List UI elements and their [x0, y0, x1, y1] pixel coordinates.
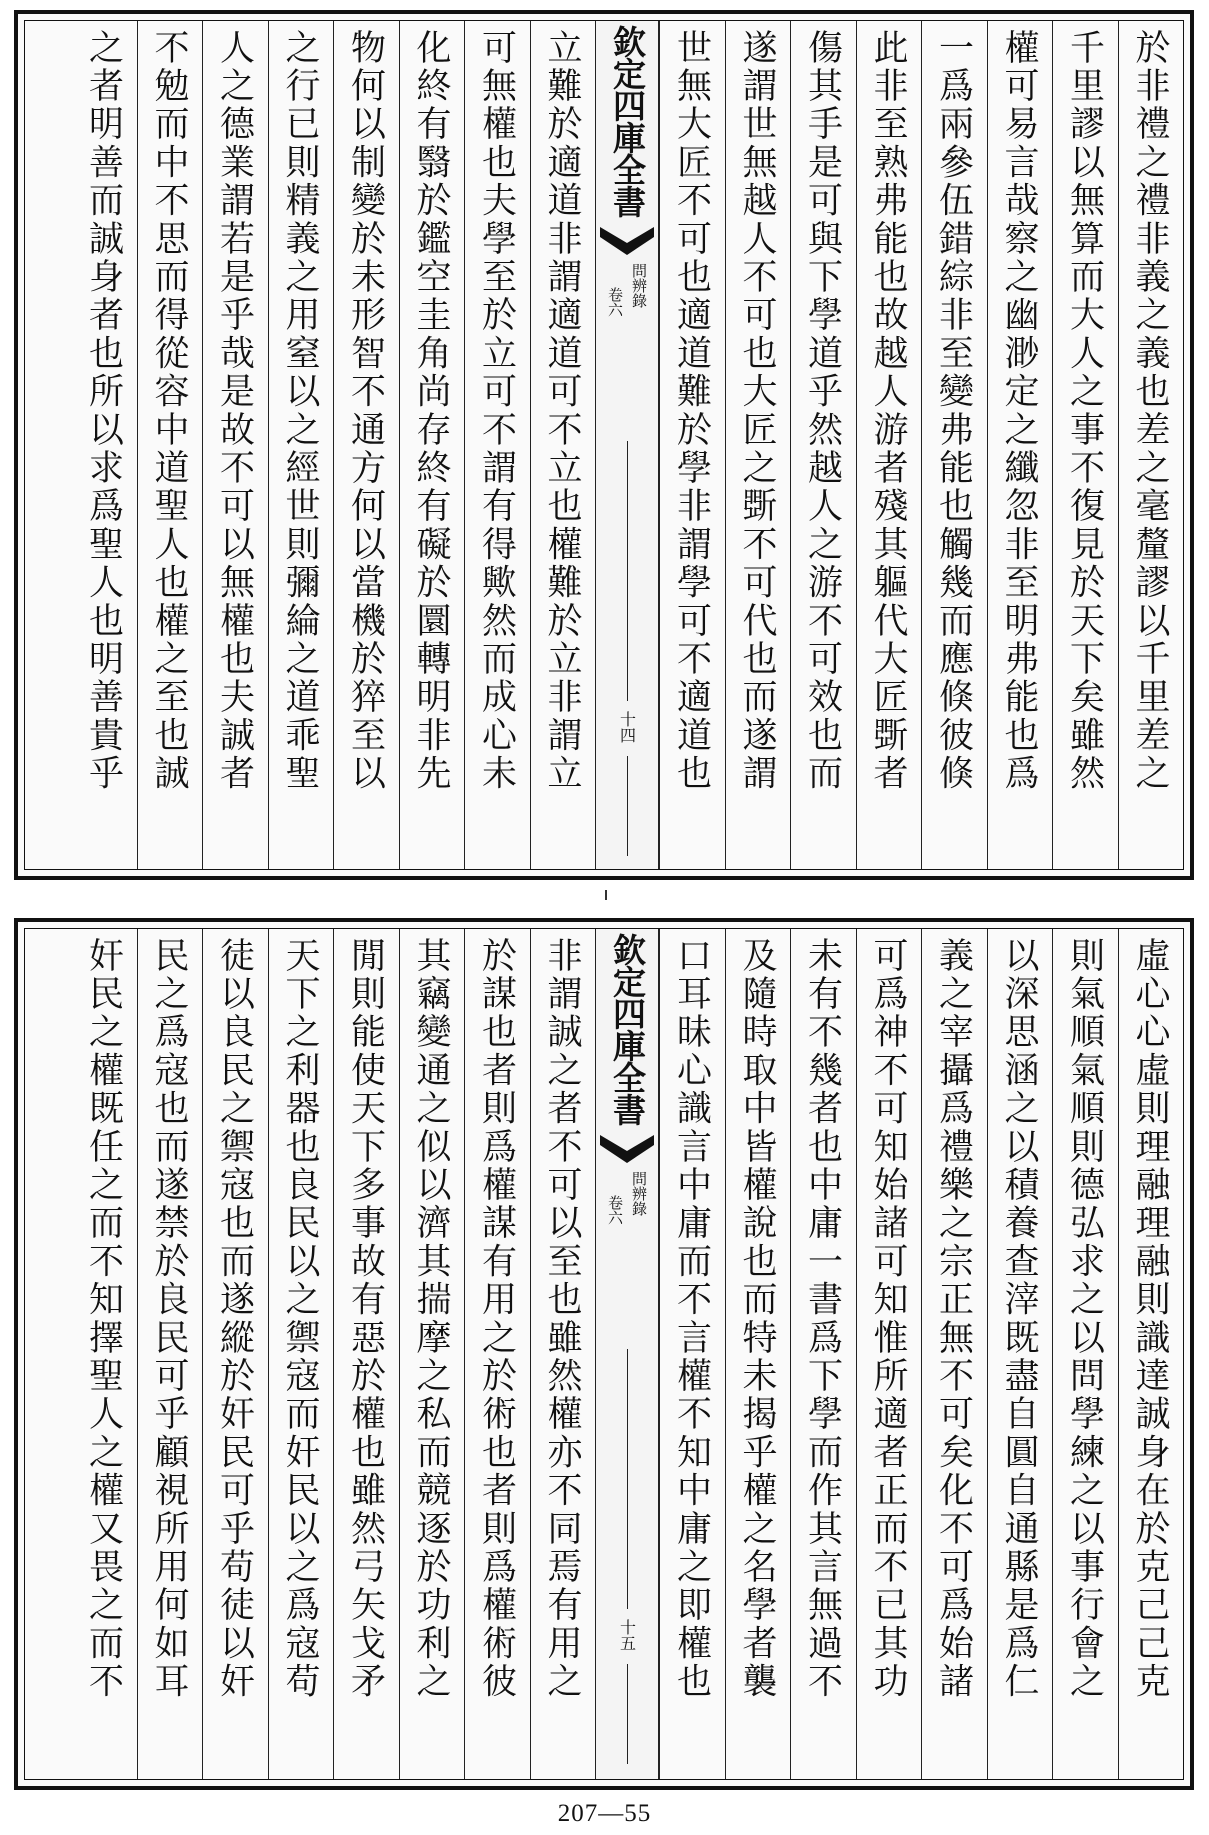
text-column: 義之宰攝爲禮樂之宗正無不可矣化不可爲始諸	[921, 929, 987, 1779]
text-column: 遂謂世無越人不可也大匠之斲不可代也而遂謂	[725, 21, 791, 869]
text-column: 化終有翳於鑑空圭角尚存終有礙於圜轉明非先	[399, 21, 465, 869]
leaf-number: 十五	[617, 1619, 637, 1651]
text-column: 非謂誠之者不可以至也雖然權亦不同焉有用之	[530, 929, 596, 1779]
fold-mark	[605, 890, 607, 900]
volume-label: 卷六	[606, 1195, 624, 1225]
text-column: 於非禮之禮非義之義也差之毫釐謬以千里差之	[1118, 21, 1184, 869]
top-page-text-area	[24, 20, 1184, 870]
text-column: 則氣順氣順則德弘求之以問學練之以事行會之	[1052, 929, 1118, 1779]
text-column: 其竊變通之似以濟其揣摩之私而競逐於功利之	[399, 929, 465, 1779]
center-strip	[595, 929, 659, 1779]
text-column: 世無大匠不可也適道難於學非謂學可不適道也	[659, 21, 725, 869]
text-column: 虛心心虛則理融理融則識達誠身在於克己己克	[1118, 929, 1184, 1779]
text-column: 物何以制變於未形智不通方何以當機於猝至以	[333, 21, 399, 869]
bottom-page	[14, 918, 1194, 1790]
text-column: 未有不幾者也中庸一書爲下學而作其言無過不	[790, 929, 856, 1779]
text-column: 此非至熟弗能也故越人游者殘其軀代大匠斲者	[856, 21, 922, 869]
center-rule	[627, 756, 628, 856]
text-column: 口耳昧心識言中庸而不言權不知中庸之即權也	[659, 929, 725, 1779]
text-column: 可爲神不可知始諸可知惟所適者正而不已其功	[856, 929, 922, 1779]
text-column: 奸民之權既任之而不知擇聖人之權又畏之而不	[83, 937, 124, 1701]
center-rule	[627, 441, 628, 701]
center-rule	[627, 1664, 628, 1764]
book-title: 欽定四庫全書	[608, 933, 647, 1125]
text-column: 以深思涵之以積養查滓既盡自圓自通縣是爲仁	[987, 929, 1053, 1779]
bottom-page-text-area	[24, 928, 1184, 1780]
leaf-number: 十四	[617, 711, 637, 743]
text-column: 之行已則精義之用窒以之經世則彌綸之道乖聖	[268, 21, 334, 869]
text-column: 及隨時取中皆權說也而特未揭乎權之名學者襲	[725, 929, 791, 1779]
text-column: 天下之利器也良民以之禦寇而奸民以之爲寇苟	[268, 929, 334, 1779]
text-column: 千里謬以無算而大人之事不復見於天下矣雖然	[1052, 21, 1118, 869]
center-strip	[595, 21, 659, 869]
volume-label: 卷六	[606, 287, 624, 317]
fish-tail-mark-icon	[600, 1131, 654, 1165]
text-column: 權可易言哉察之幽渺定之纖忽非至明弗能也爲	[987, 21, 1053, 869]
text-column: 不勉而中不思而得從容中道聖人也權之至也誠	[137, 21, 203, 869]
text-column: 傷其手是可與下學道乎然越人之游不可效也而	[790, 21, 856, 869]
text-column: 閒則能使天下多事故有惡於權也雖然弓矢戈矛	[333, 929, 399, 1779]
text-column: 一爲兩參伍錯綜非至變弗能也觸幾而應倏彼倏	[921, 21, 987, 869]
text-column: 人之德業謂若是乎哉是故不可以無權也夫誠者	[202, 21, 268, 869]
chapter-title: 問辨錄	[630, 1171, 648, 1216]
text-column: 民之爲寇也而遂禁於良民可乎顧視所用何如耳	[137, 929, 203, 1779]
top-page	[14, 10, 1194, 880]
center-rule	[627, 1349, 628, 1609]
text-column: 於謀也者則爲權謀有用之於術也者則爲權術彼	[464, 929, 530, 1779]
text-column: 立難於適道非謂適道可不立也權難於立非謂立	[530, 21, 596, 869]
book-title: 欽定四庫全書	[608, 25, 647, 217]
text-column: 可無權也夫學至於立可不謂有得歟然而成心未	[464, 21, 530, 869]
page-footer-number: 207—55	[557, 1800, 652, 1827]
chapter-title: 問辨錄	[630, 263, 648, 308]
fish-tail-mark-icon	[600, 223, 654, 257]
text-column: 徒以良民之禦寇也而遂縱於奸民可乎苟徒以奸	[202, 929, 268, 1779]
text-column: 之者明善而誠身者也所以求爲聖人也明善貴乎	[83, 29, 124, 793]
